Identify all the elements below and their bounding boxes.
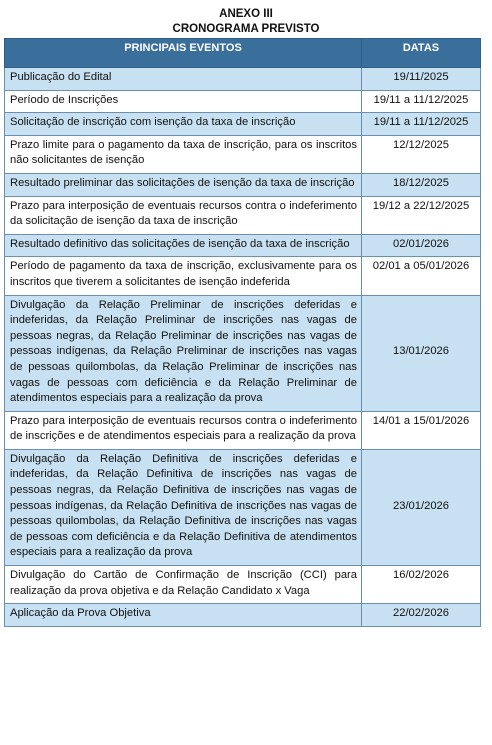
event-cell: Período de pagamento da taxa de inscrição, exclusivamente para os inscritos que tiverem a solicitantes de isenção indeferida <box>5 257 362 295</box>
date-cell: 19/11 a 11/12/2025 <box>362 113 481 136</box>
date-cell: 19/11/2025 <box>362 68 481 91</box>
table-row <box>5 604 481 627</box>
table-row <box>5 135 481 173</box>
event-cell: Solicitação de inscrição com isenção da taxa de inscrição <box>5 113 362 136</box>
table-row <box>5 68 481 91</box>
date-cell: 18/12/2025 <box>362 173 481 196</box>
event-cell: Divulgação da Relação Definitiva de inscrições deferidas e indeferidas, da Relação Definitiva de inscrições nas vagas de pessoas negras, da Relação Definitiva de inscrições nas vagas de pessoas indígenas, da Relação Definitiva de inscrições nas vagas de pessoas quilombolas, da Relação Definitiva de inscrições nas vagas de pessoas com deficiência e da Relação Definitiva de atendimentos especiais para a realização da prova <box>5 449 362 565</box>
table-row <box>5 449 481 565</box>
event-cell: Prazo para interposição de eventuais recursos contra o indeferimento da solicitação de isenção da taxa de inscrição <box>5 196 362 234</box>
date-cell: 02/01/2026 <box>362 234 481 257</box>
table-row <box>5 113 481 136</box>
event-cell: Divulgação da Relação Preliminar de inscrições deferidas e indeferidas, da Relação Preliminar de inscrições nas vagas de pessoas negras, da Relação Preliminar de inscrições nas vagas de pessoas indígenas, da Relação Preliminar de inscrições nas vagas de pessoas quilombolas, da Relação Preliminar de inscrições nas vagas de pessoas com deficiência e da Relação Preliminar de atendimentos especiais para a realização da prova <box>5 295 362 411</box>
date-cell: 02/01 a 05/01/2026 <box>362 257 481 295</box>
column-header-events: PRINCIPAIS EVENTOS <box>5 39 362 68</box>
date-cell: 23/01/2026 <box>362 449 481 565</box>
schedule-table <box>4 38 481 627</box>
table-header-row <box>5 39 481 68</box>
document-title: CRONOGRAMA PREVISTO <box>172 23 320 35</box>
date-cell: 19/11 a 11/12/2025 <box>362 90 481 113</box>
table-row <box>5 411 481 449</box>
event-cell: Publicação do Edital <box>5 68 362 91</box>
event-cell: Período de Inscrições <box>5 90 362 113</box>
date-cell: 14/01 a 15/01/2026 <box>362 411 481 449</box>
date-cell: 13/01/2026 <box>362 295 481 411</box>
annex-label: ANEXO III <box>219 8 273 20</box>
date-cell: 16/02/2026 <box>362 566 481 604</box>
event-cell: Aplicação da Prova Objetiva <box>5 604 362 627</box>
event-cell: Divulgação do Cartão de Confirmação de Inscrição (CCI) para realização da prova objetiva e da Relação Candidato x Vaga <box>5 566 362 604</box>
date-cell: 19/12 a 22/12/2025 <box>362 196 481 234</box>
table-row <box>5 257 481 295</box>
date-cell: 22/02/2026 <box>362 604 481 627</box>
event-cell: Prazo limite para o pagamento da taxa de inscrição, para os inscritos não solicitantes de isenção <box>5 135 362 173</box>
event-cell: Resultado preliminar das solicitações de isenção da taxa de inscrição <box>5 173 362 196</box>
event-cell: Prazo para interposição de eventuais recursos contra o indeferimento de inscrições e de atendimentos especiais para a realização da prova <box>5 411 362 449</box>
table-row <box>5 566 481 604</box>
table-row <box>5 234 481 257</box>
event-cell: Resultado definitivo das solicitações de isenção da taxa de inscrição <box>5 234 362 257</box>
table-row <box>5 90 481 113</box>
column-header-dates: DATAS <box>362 39 481 68</box>
date-cell: 12/12/2025 <box>362 135 481 173</box>
table-row <box>5 196 481 234</box>
table-row <box>5 295 481 411</box>
table-row <box>5 173 481 196</box>
